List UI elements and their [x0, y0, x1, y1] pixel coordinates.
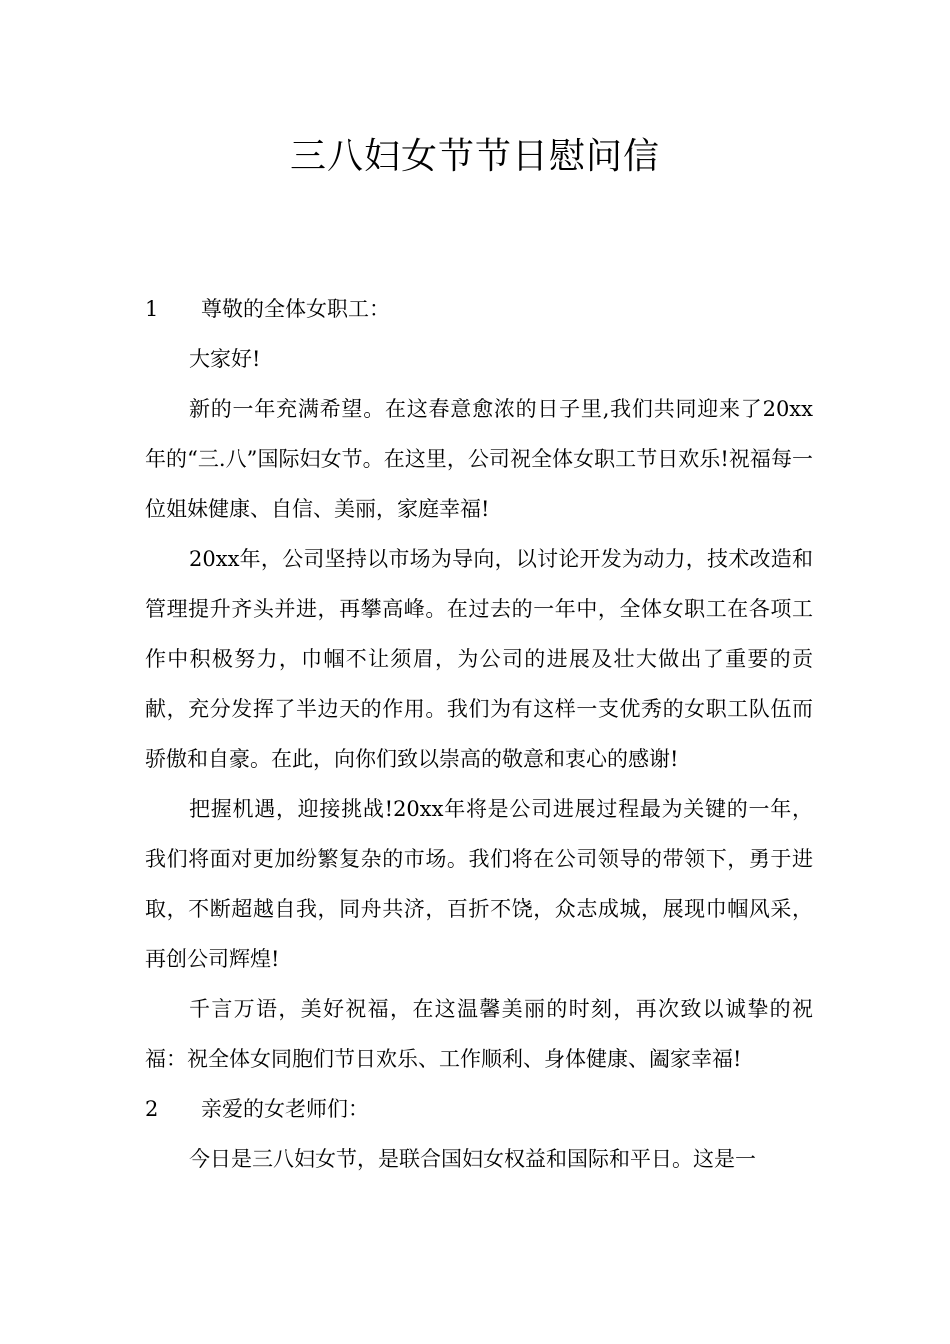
- letter-salutation: 亲爱的女老师们：: [201, 1097, 369, 1121]
- paragraph: 新的一年充满希望。在这春意愈浓的日子里,我们共同迎来了20xx年的“三.八”国际妇女节。在这里，公司祝全体女职工节日欢乐!祝福每一位姐妹健康、自信、美丽，家庭幸福!: [145, 397, 813, 521]
- letter-number: 2: [145, 1097, 159, 1121]
- letter-number: 1: [145, 297, 159, 321]
- paragraph: 大家好!: [189, 347, 261, 371]
- letter-2-heading: [145, 1084, 813, 1134]
- letter-salutation: 尊敬的全体女职工：: [201, 297, 390, 321]
- paragraph: 把握机遇，迎接挑战!20xx年将是公司进展过程最为关键的一年，我们将面对更加纷繁复杂的市场。我们将在公司领导的带领下，勇于进取，不断超越自我，同舟共济，百折不饶，众志成城，展现巾帼风采，再创公司辉煌!: [145, 797, 813, 971]
- paragraph: 千言万语，美好祝福，在这温馨美丽的时刻，再次致以诚挚的祝福：祝全体女同胞们节日欢乐、工作顺利、身体健康、阖家幸福!: [145, 997, 813, 1071]
- paragraph: 今日是三八妇女节，是联合国妇女权益和国际和平日。这是一: [189, 1147, 756, 1171]
- letter-1-heading: [145, 284, 813, 334]
- paragraph: 20xx年，公司坚持以市场为导向，以讨论开发为动力，技术改造和管理提升齐头并进，再攀高峰。在过去的一年中，全体女职工在各项工作中积极努力，巾帼不让须眉，为公司的进展及壮大做出了重要的贡献，充分发挥了半边天的作用。我们为有这样一支优秀的女职工队伍而骄傲和自豪。在此，向你们致以崇高的敬意和衷心的感谢!: [145, 547, 813, 771]
- document-title: 三八妇女节节日慰问信: [289, 136, 660, 177]
- document-body: [145, 284, 813, 1184]
